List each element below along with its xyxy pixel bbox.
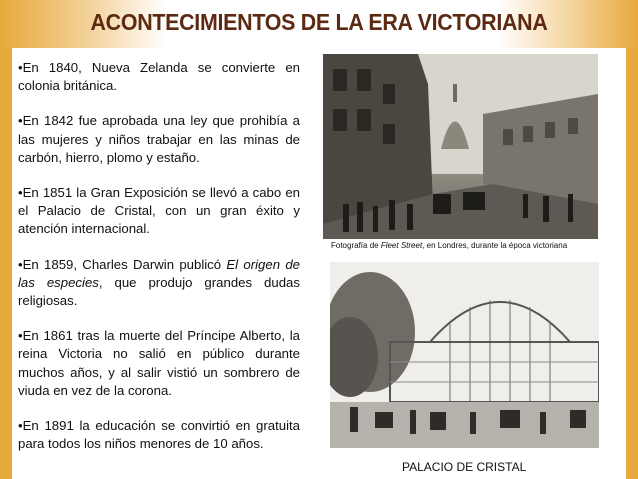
- crystal-palace-illustration: [330, 262, 599, 448]
- crystal-palace-caption: PALACIO DE CRISTAL: [402, 460, 527, 474]
- bullet-1851: •En 1851 la Gran Exposición se llevó a cabo en el Palacio de Cristal, con un gran éxito y atención internacional.: [18, 185, 300, 237]
- slide-title: ACONTECIMIENTOS DE LA ERA VICTORIANA: [90, 9, 548, 35]
- right-accent-bar: [626, 0, 638, 479]
- crystal-palace-photo: [330, 262, 599, 448]
- left-accent-bar: [0, 0, 12, 479]
- fleet-street-photo: [323, 54, 598, 253]
- bullet-1859: •En 1859, Charles Darwin publicó El origen de las especies, que produjo grandes dudas religiosas.: [18, 256, 300, 309]
- bullet-1861: •En 1861 tras la muerte del Príncipe Alberto, la reina Victoria no salió en público durante muchos años, y al salir vistió un sombrero de viuda en vez de la corona.: [18, 328, 300, 398]
- book-title: El origen de las especies: [18, 256, 300, 290]
- title-band: [0, 0, 638, 48]
- fleet-street-caption: Fotografía de Fleet Street, en Londres, durante la época victoriana: [323, 239, 598, 253]
- bullet-1842: •En 1842 fue aprobada una ley que prohibía a las mujeres y niños trabajar en las minas de carbón, hierro, plomo y estaño.: [18, 113, 300, 165]
- bullet-1891: •En 1891 la educación se convirtió en gratuita para todos los niños menores de 10 años.: [18, 418, 300, 452]
- bullet-1840: •En 1840, Nueva Zelanda se convierte en colonia británica.: [18, 60, 300, 94]
- bullet-list: [18, 59, 300, 470]
- fleet-street-illustration: [323, 54, 598, 253]
